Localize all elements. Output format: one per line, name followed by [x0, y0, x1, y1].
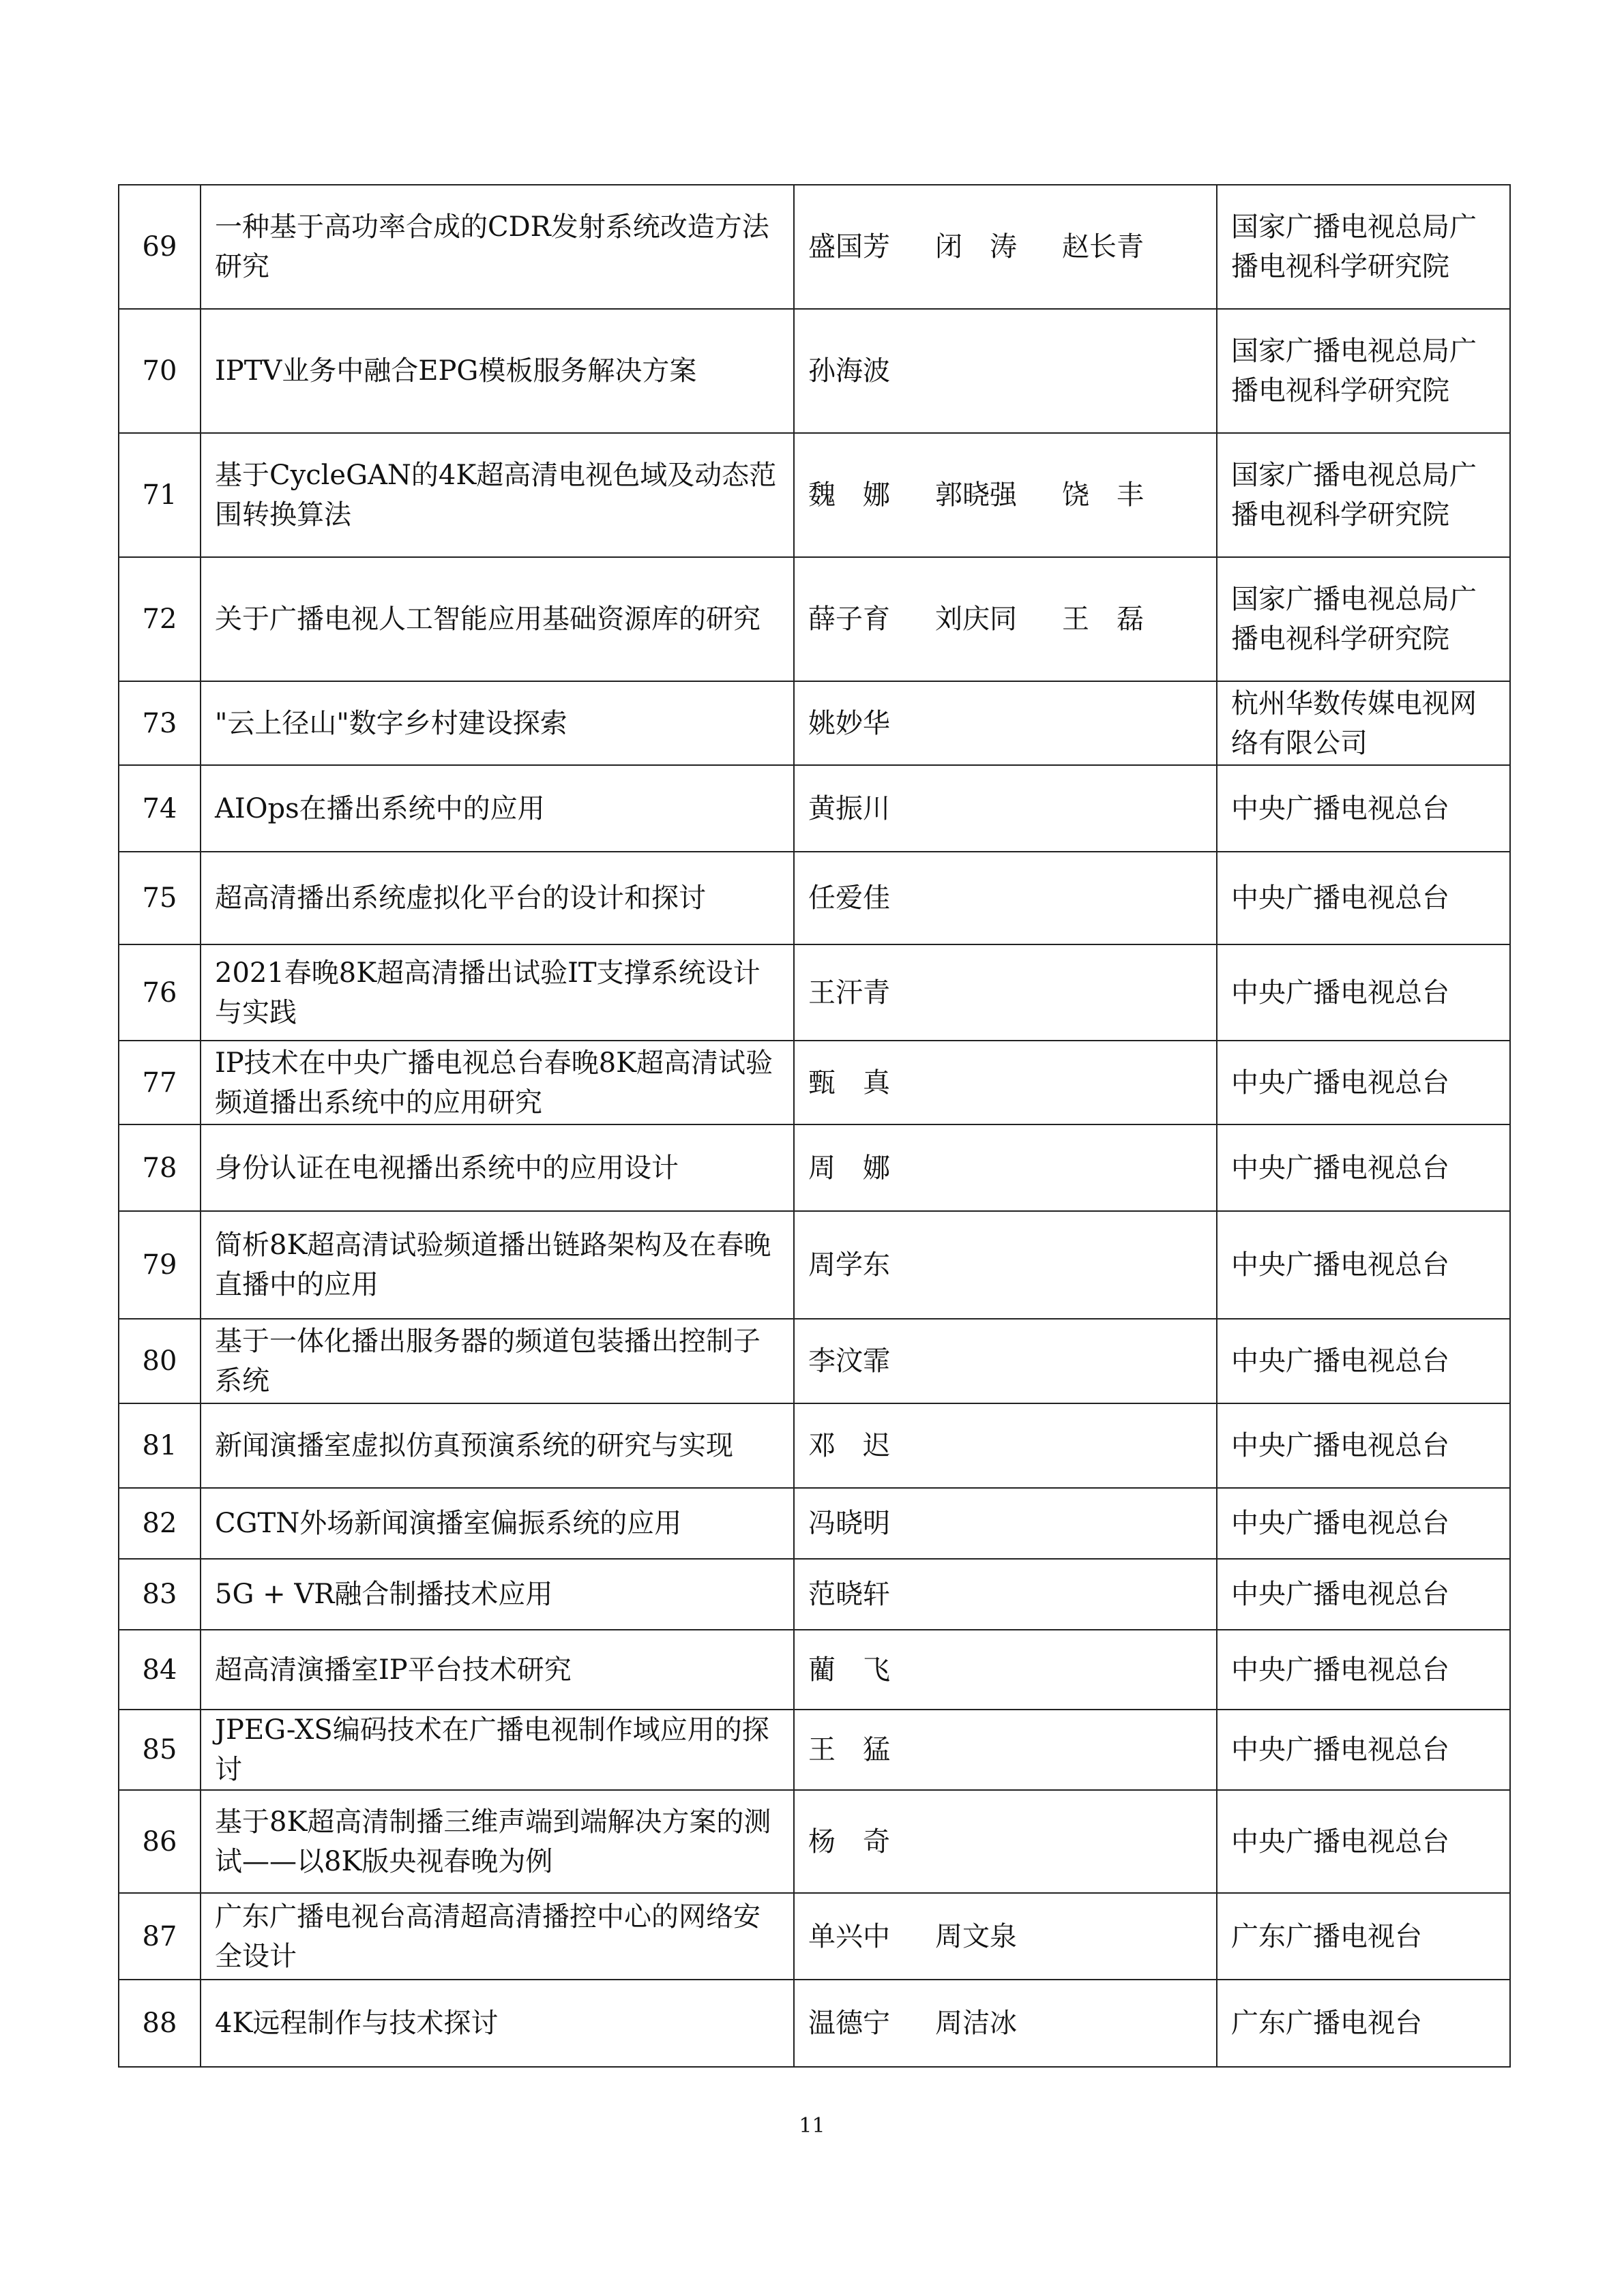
organization-cell: 杭州华数传媒电视网络有限公司 — [1217, 681, 1510, 765]
authors-cell — [794, 1710, 1217, 1790]
paper-title-cell: 新闻演播室虚拟仿真预演系统的研究与实现 — [201, 1403, 794, 1488]
table-row — [119, 433, 1510, 557]
row-number-cell: 86 — [119, 1790, 201, 1893]
authors-cell — [794, 681, 1217, 765]
organization-cell: 中央广播电视总台 — [1217, 765, 1510, 852]
organization-cell: 广东广播电视台 — [1217, 1980, 1510, 2067]
paper-title-cell: IPTV业务中融合EPG模板服务解决方案 — [201, 309, 794, 433]
paper-title-cell: AIOps在播出系统中的应用 — [201, 765, 794, 852]
paper-title-cell: 广东广播电视台高清超高清播控中心的网络安全设计 — [201, 1893, 794, 1980]
row-number-cell: 80 — [119, 1319, 201, 1403]
paper-title-cell: 基于CycleGAN的4K超高清电视色域及动态范围转换算法 — [201, 433, 794, 557]
row-number-cell: 83 — [119, 1559, 201, 1630]
row-number-cell: 82 — [119, 1488, 201, 1559]
authors-cell — [794, 1893, 1217, 1980]
organization-cell: 国家广播电视总局广播电视科学研究院 — [1217, 309, 1510, 433]
authors-cell — [794, 852, 1217, 944]
organization-cell: 中央广播电视总台 — [1217, 852, 1510, 944]
author-name: 范晓轩 — [808, 1579, 890, 1610]
table-row — [119, 1559, 1510, 1630]
table-row — [119, 1790, 1510, 1893]
author-name: 周洁冰 — [935, 2008, 1017, 2039]
paper-title-cell: 超高清播出系统虚拟化平台的设计和探讨 — [201, 852, 794, 944]
row-number-cell: 73 — [119, 681, 201, 765]
author-name: 黄振川 — [808, 792, 890, 824]
organization-cell: 中央广播电视总台 — [1217, 1124, 1510, 1211]
table-row — [119, 185, 1510, 309]
author-name: 邓 迟 — [808, 1430, 890, 1461]
table-row — [119, 1893, 1510, 1980]
organization-cell: 中央广播电视总台 — [1217, 1403, 1510, 1488]
authors-cell — [794, 1403, 1217, 1488]
paper-title-cell: 2021春晚8K超高清播出试验IT支撑系统设计与实践 — [201, 944, 794, 1041]
table-row — [119, 1980, 1510, 2067]
table-row — [119, 1041, 1510, 1124]
row-number-cell: 84 — [119, 1630, 201, 1710]
row-number-cell: 70 — [119, 309, 201, 433]
row-number-cell: 76 — [119, 944, 201, 1041]
paper-title-cell: CGTN外场新闻演播室偏振系统的应用 — [201, 1488, 794, 1559]
author-name: 饶 丰 — [1062, 479, 1144, 511]
paper-title-cell: 基于一体化播出服务器的频道包装播出控制子系统 — [201, 1319, 794, 1403]
author-name: 薛子育 — [808, 603, 890, 635]
paper-title-cell: IP技术在中央广播电视总台春晚8K超高清试验频道播出系统中的应用研究 — [201, 1041, 794, 1124]
author-name: 赵长青 — [1062, 231, 1144, 263]
authors-cell — [794, 1488, 1217, 1559]
author-name: 郭晓强 — [935, 479, 1017, 511]
table-row — [119, 1710, 1510, 1790]
author-name: 甄 真 — [808, 1067, 890, 1099]
row-number-cell: 85 — [119, 1710, 201, 1790]
organization-cell: 中央广播电视总台 — [1217, 1710, 1510, 1790]
author-name: 任爱佳 — [808, 882, 890, 914]
authors-cell — [794, 1124, 1217, 1211]
paper-title-cell: 身份认证在电视播出系统中的应用设计 — [201, 1124, 794, 1211]
row-number-cell: 75 — [119, 852, 201, 944]
table-row — [119, 309, 1510, 433]
table-row — [119, 1630, 1510, 1710]
paper-title-cell: 简析8K超高清试验频道播出链路架构及在春晚直播中的应用 — [201, 1211, 794, 1319]
table-row — [119, 1403, 1510, 1488]
table-row — [119, 944, 1510, 1041]
row-number-cell: 78 — [119, 1124, 201, 1211]
author-name: 王 磊 — [1062, 603, 1144, 635]
paper-title-cell: 超高清演播室IP平台技术研究 — [201, 1630, 794, 1710]
authors-cell — [794, 765, 1217, 852]
authors-cell — [794, 1630, 1217, 1710]
organization-cell: 国家广播电视总局广播电视科学研究院 — [1217, 433, 1510, 557]
authors-cell — [794, 433, 1217, 557]
papers-table — [118, 184, 1511, 2068]
table-row — [119, 557, 1510, 681]
organization-cell: 中央广播电视总台 — [1217, 1630, 1510, 1710]
author-name: 藺 飞 — [808, 1654, 890, 1686]
author-name: 闭 涛 — [935, 231, 1017, 263]
table-row — [119, 1211, 1510, 1319]
row-number-cell: 87 — [119, 1893, 201, 1980]
row-number-cell: 69 — [119, 185, 201, 309]
row-number-cell: 88 — [119, 1980, 201, 2067]
organization-cell: 中央广播电视总台 — [1217, 1211, 1510, 1319]
row-number-cell: 71 — [119, 433, 201, 557]
authors-cell — [794, 1559, 1217, 1630]
authors-cell — [794, 557, 1217, 681]
row-number-cell: 79 — [119, 1211, 201, 1319]
author-name: 冯晓明 — [808, 1508, 890, 1539]
paper-title-cell: 5G + VR融合制播技术应用 — [201, 1559, 794, 1630]
author-name: 孙海波 — [808, 355, 890, 387]
authors-cell — [794, 1211, 1217, 1319]
paper-title-cell: 4K远程制作与技术探讨 — [201, 1980, 794, 2067]
author-name: 温德宁 — [808, 2008, 890, 2039]
authors-cell — [794, 185, 1217, 309]
organization-cell: 广东广播电视台 — [1217, 1893, 1510, 1980]
author-name: 单兴中 — [808, 1920, 890, 1952]
row-number-cell: 72 — [119, 557, 201, 681]
author-name: 周文泉 — [935, 1920, 1017, 1952]
row-number-cell: 74 — [119, 765, 201, 852]
author-name: 盛国芳 — [808, 231, 890, 263]
author-name: 周 娜 — [808, 1152, 890, 1184]
author-name: 李汶霏 — [808, 1345, 890, 1377]
table-row — [119, 852, 1510, 944]
table-row — [119, 1319, 1510, 1403]
organization-cell: 中央广播电视总台 — [1217, 1488, 1510, 1559]
authors-cell — [794, 1790, 1217, 1893]
authors-cell — [794, 1041, 1217, 1124]
table-row — [119, 1488, 1510, 1559]
paper-title-cell: JPEG-XS编码技术在广播电视制作域应用的探讨 — [201, 1710, 794, 1790]
organization-cell: 中央广播电视总台 — [1217, 944, 1510, 1041]
authors-cell — [794, 944, 1217, 1041]
organization-cell: 国家广播电视总局广播电视科学研究院 — [1217, 557, 1510, 681]
table-row — [119, 1124, 1510, 1211]
author-name: 姚妙华 — [808, 707, 890, 739]
author-name: 魏 娜 — [808, 479, 890, 511]
organization-cell: 中央广播电视总台 — [1217, 1041, 1510, 1124]
author-name: 周学东 — [808, 1249, 890, 1281]
author-name: 杨 奇 — [808, 1825, 890, 1858]
organization-cell: 中央广播电视总台 — [1217, 1790, 1510, 1893]
author-name: 王汗青 — [808, 976, 890, 1009]
paper-title-cell: 基于8K超高清制播三维声端到端解决方案的测试——以8K版央视春晚为例 — [201, 1790, 794, 1893]
page-number: 11 — [799, 2114, 825, 2138]
table-row — [119, 681, 1510, 765]
paper-title-cell: 一种基于高功率合成的CDR发射系统改造方法研究 — [201, 185, 794, 309]
author-name: 刘庆同 — [935, 603, 1017, 635]
organization-cell: 中央广播电视总台 — [1217, 1319, 1510, 1403]
paper-title-cell: 关于广播电视人工智能应用基础资源库的研究 — [201, 557, 794, 681]
row-number-cell: 77 — [119, 1041, 201, 1124]
author-name: 王 猛 — [808, 1734, 890, 1765]
paper-title-cell: "云上径山"数字乡村建设探索 — [201, 681, 794, 765]
authors-cell — [794, 1980, 1217, 2067]
organization-cell: 中央广播电视总台 — [1217, 1559, 1510, 1630]
row-number-cell: 81 — [119, 1403, 201, 1488]
authors-cell — [794, 309, 1217, 433]
papers-table-body — [119, 185, 1510, 2067]
authors-cell — [794, 1319, 1217, 1403]
table-row — [119, 765, 1510, 852]
organization-cell: 国家广播电视总局广播电视科学研究院 — [1217, 185, 1510, 309]
